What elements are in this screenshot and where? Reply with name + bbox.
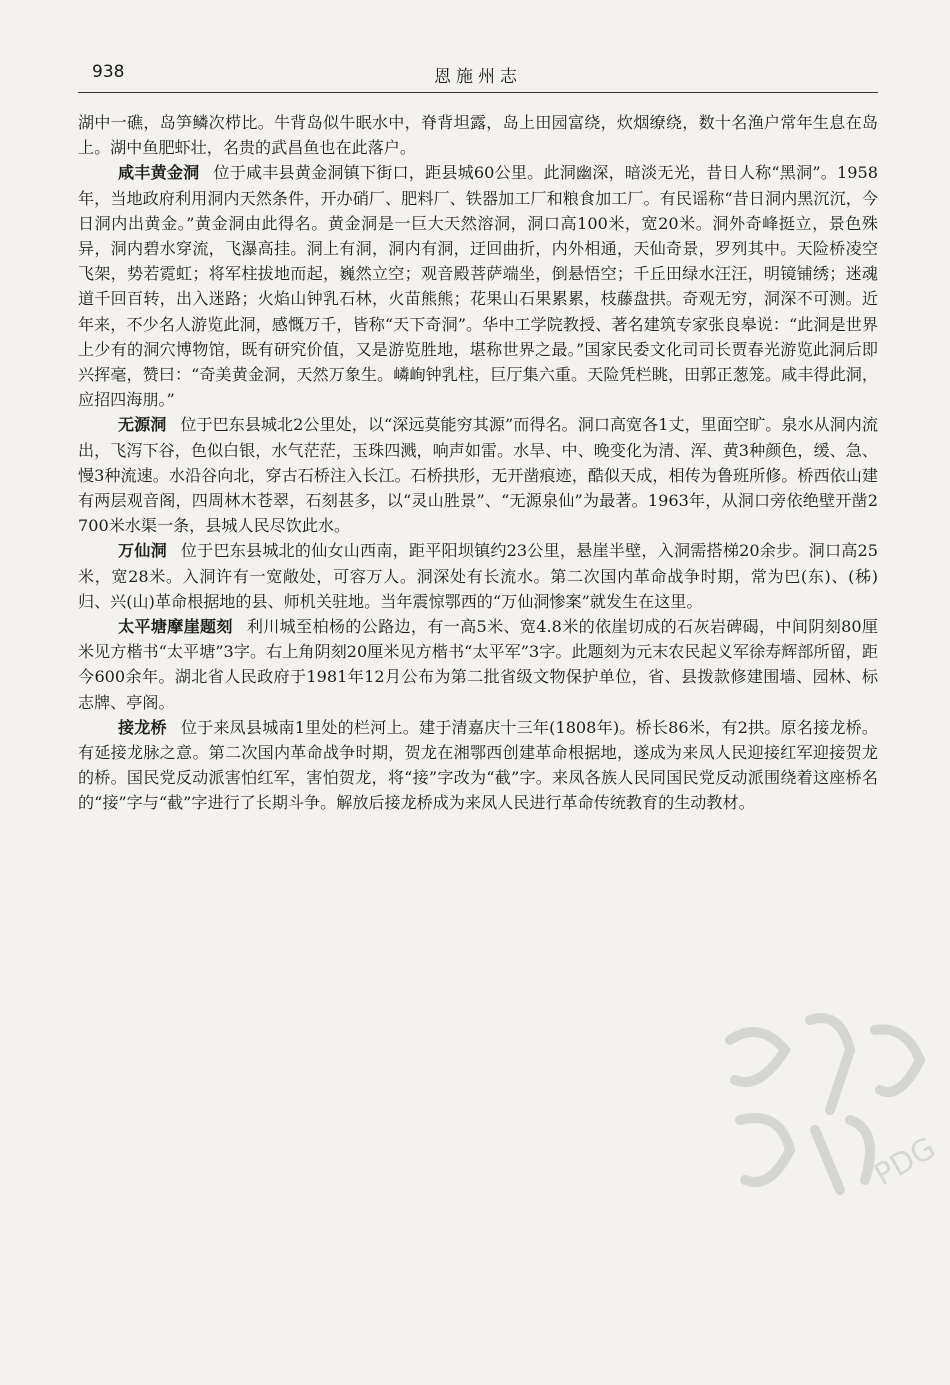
entry-huangjin-cave (78, 160, 878, 412)
header-rule (78, 92, 878, 93)
paragraph-continuation (78, 110, 878, 160)
entry-jielong-bridge (78, 715, 878, 816)
entry-taipingtang-inscription (78, 614, 878, 715)
watermark-seal (690, 980, 950, 1220)
page-body (78, 110, 878, 816)
entry-title: 太平塘摩崖题刻 (118, 617, 233, 637)
entry-wuyuan-cave (78, 412, 878, 538)
entry-title: 万仙洞 (118, 541, 167, 561)
entry-title: 咸丰黄金洞 (118, 163, 200, 183)
running-title: 恩施州志 (434, 67, 522, 87)
entry-title: 无源洞 (118, 415, 167, 435)
paragraph-text: 湖中一礁，岛笋鳞次栉比。牛背岛似牛眠水中，脊背坦露，岛上田园富绕，炊烟缭绕，数十名渔户常年生息在岛上。湖中鱼肥虾壮，名贵的武昌鱼也在此落户。 (78, 113, 878, 158)
paragraph-text: 位于咸丰县黄金洞镇下街口，距县城60公里。此洞幽深，暗淡无光，昔日人称“黑洞”。1958年，当地政府利用洞内天然条件，开办硝厂、肥料厂、铁器加工厂和粮食加工厂。有民谣称“昔日洞内黑沉沉，今日洞内出黄金。”黄金洞由此得名。黄金洞是一巨大天然溶洞，洞口高100米，宽20米。洞外奇峰挺立，景色殊异，洞内碧水穿流，飞瀑高挂。洞上有洞，洞内有洞，迂回曲折，内外相通，天仙奇景，罗列其中。天险桥凌空飞架，势若霓虹；将军柱拔地而起，巍然立空；观音殿菩萨端坐，倒悬悟空；千丘田绿水汪汪，明镜铺绣；迷魂道千回百转，出入迷路；火焰山钟乳石林，火苗熊熊；花果山石果累累，枝藤盘拱。奇观无穷，洞深不可测。近年来，不少名人游览此洞，感慨万千，皆称“天下奇洞”。华中工学院教授、著名建筑专家张良皋说：“此洞是世界上少有的洞穴博物馆，既有研究价值，又是游览胜地，堪称世界之最。”国家民委文化司司长贾春光游览此洞后即兴挥毫，赞曰：“奇美黄金洞，天然万象生。嶙峋钟乳柱，巨厅集六重。天险凭栏眺，田郭正葱笼。咸丰得此洞，应招四海朋。” (78, 163, 879, 410)
page-number: 938 (92, 62, 125, 82)
entry-wanxian-cave (78, 538, 878, 614)
paragraph-text: 位于来凤县城南1里处的栏河上。建于清嘉庆十三年(1808年)。桥长86米，有2拱。原名接龙桥。有延接龙脉之意。第二次国内革命战争时期，贺龙在湘鄂西创建革命根据地，遂成为来凤人民迎接红军迎接贺龙的桥。国民党反动派害怕红军，害怕贺龙，将“接”字改为“截”字。来凤各族人民同国民党反动派围绕着这座桥名的“接”字与“截”字进行了长期斗争。解放后接龙桥成为来凤人民进行革命传统教育的生动教材。 (78, 717, 878, 813)
paragraph-text: 位于巴东县城北2公里处，以“深远莫能穷其源”而得名。洞口高宽各1丈，里面空旷。泉水从洞内流出，飞泻下谷，色似白银，水气茫茫，玉珠四溅，响声如雷。水旱、中、晚变化为清、浑、黄3种颜色，缓、急、慢3种流速。水沿谷向北，穿古石桥注入长江。石桥拱形，无开凿痕迹，酷似天成，相传为鲁班所修。桥西依山建有两层观音阁，四周林木苍翠，石刻甚多，以“灵山胜景”、“无源泉仙”为最著。1963年，从洞口旁依绝壁开凿2700米水渠一条，县城人民尽饮此水。 (78, 415, 878, 536)
page-header (78, 62, 878, 92)
paragraph-text: 位于巴东县城北的仙女山西南，距平阳坝镇约23公里，悬崖半壁，入洞需搭梯20余步。洞口高25米，宽28米。入洞许有一宽敞处，可容万人。洞深处有长流水。第二次国内革命战争时期，常为巴(东)、(秭)归、兴(山)革命根据地的县、师机关驻地。当年震惊鄂西的“万仙洞惨案”就发生在这里。 (78, 541, 879, 611)
entry-title: 接龙桥 (118, 717, 167, 737)
paragraph-text: 利川城至柏杨的公路边，有一高5米、宽4.8米的依崖切成的石灰岩碑碣，中间阴刻80厘米见方楷书“太平塘”3字。右上角阴刻20厘米见方楷书“太平军”3字。此题刻为元末农民起义军徐寿辉部所留，距今600余年。湖北省人民政府于1981年12月公布为第二批省级文物保护单位，省、县拨款修建围墙、园林、标志牌、亭阁。 (78, 617, 878, 712)
watermark-text: PDG (868, 1130, 942, 1194)
